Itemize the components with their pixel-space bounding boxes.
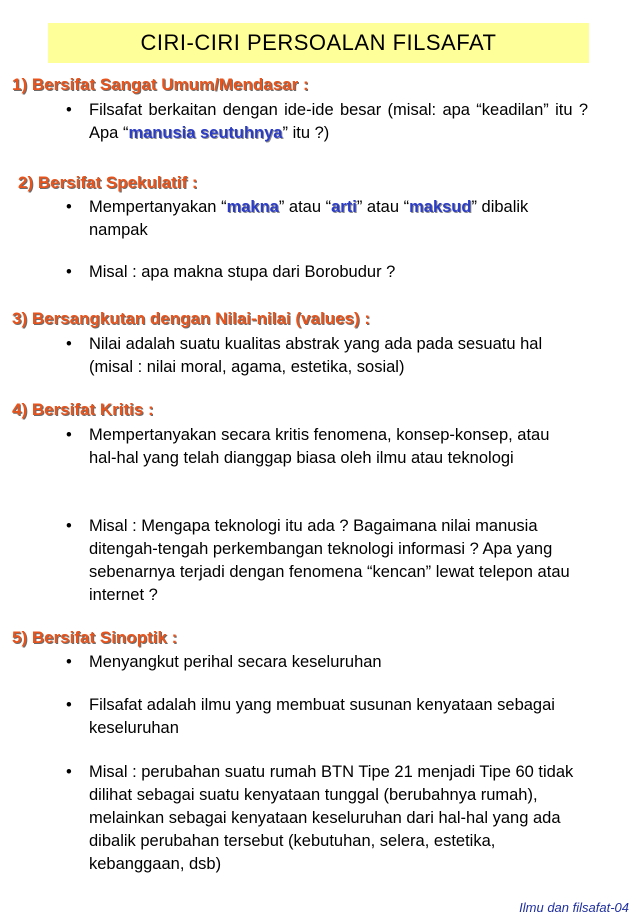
bullet-dot: • xyxy=(66,517,72,535)
section-2-heading: 2) Bersifat Spekulatif : xyxy=(18,173,198,192)
section-1-heading: 1) Bersifat Sangat Umum/Mendasar : xyxy=(12,75,309,94)
bullet-dot: • xyxy=(66,198,72,216)
section-5-heading: 5) Bersifat Sinoptik : xyxy=(12,628,178,647)
title-banner xyxy=(48,23,589,63)
section-5-bullet-1: • Menyangkut perihal secara keseluruhan xyxy=(66,651,588,674)
section-5-bullet-3: • Misal : perubahan suatu rumah BTN Tipe 21 menjadi Tipe 60 tidak dilihat sebagai suatu kenyataan tunggal (berubahnya rumah), melainkan sebagai kenyataan keseluruhan dari hal-hal yang ada dibalik perubahan tersebut (kebutuhan, selera, estetika, kebanggaan, dsb) xyxy=(66,763,574,873)
highlight-manusia-seutuhnya: manusia seutuhnya xyxy=(128,124,283,142)
section-2-bullet-1: • Mempertanyakan “makna” atau “arti” atau “maksud” dibalik nampak xyxy=(66,198,529,239)
bullet-dot: • xyxy=(66,653,72,671)
bullet-dot: • xyxy=(66,263,72,281)
highlight-makna: makna xyxy=(226,198,279,216)
bullet-dot: • xyxy=(66,101,72,119)
bullet-dot: • xyxy=(66,696,72,714)
bullet-dot: • xyxy=(66,763,72,781)
footer-caption: Ilmu dan filsafat-04 xyxy=(519,900,629,915)
highlight-maksud: maksud xyxy=(409,198,472,216)
section-4-bullet-1: • Mempertanyakan secara kritis fenomena, konsep-konsep, atau hal-hal yang telah dianggap biasa oleh ilmu atau teknologi xyxy=(66,426,550,467)
section-4-heading: 4) Bersifat Kritis : xyxy=(12,400,154,419)
section-3-bullet-1: • Nilai adalah suatu kualitas abstrak yang ada pada sesuatu hal (misal : nilai moral, agama, estetika, sosial) xyxy=(66,335,543,376)
bullet-dot: • xyxy=(66,426,72,444)
section-5-bullet-2: • Filsafat adalah ilmu yang membuat susunan kenyataan sebagai keseluruhan xyxy=(66,696,555,737)
section-4-bullet-2: • Misal : Mengapa teknologi itu ada ? Bagaimana nilai manusia ditengah-tengah perkembangan teknologi informasi ? Apa yang sebenarnya terjadi dengan fenomena “kencan” lewat telepon atau internet ? xyxy=(66,517,570,604)
highlight-arti: arti xyxy=(331,198,357,216)
section-3-heading: 3) Bersangkutan dengan Nilai-nilai (values) : xyxy=(12,309,371,328)
section-2-bullet-2: • Misal : apa makna stupa dari Borobudur ? xyxy=(66,261,588,284)
page-title: CIRI-CIRI PERSOALAN FILSAFAT xyxy=(140,30,497,55)
section-1-bullet-1: • Filsafat berkaitan dengan ide-ide besar (misal: apa “keadilan” itu ? Apa “manusia seutuhnya” itu ?) xyxy=(66,101,588,142)
bullet-dot: • xyxy=(66,335,72,353)
